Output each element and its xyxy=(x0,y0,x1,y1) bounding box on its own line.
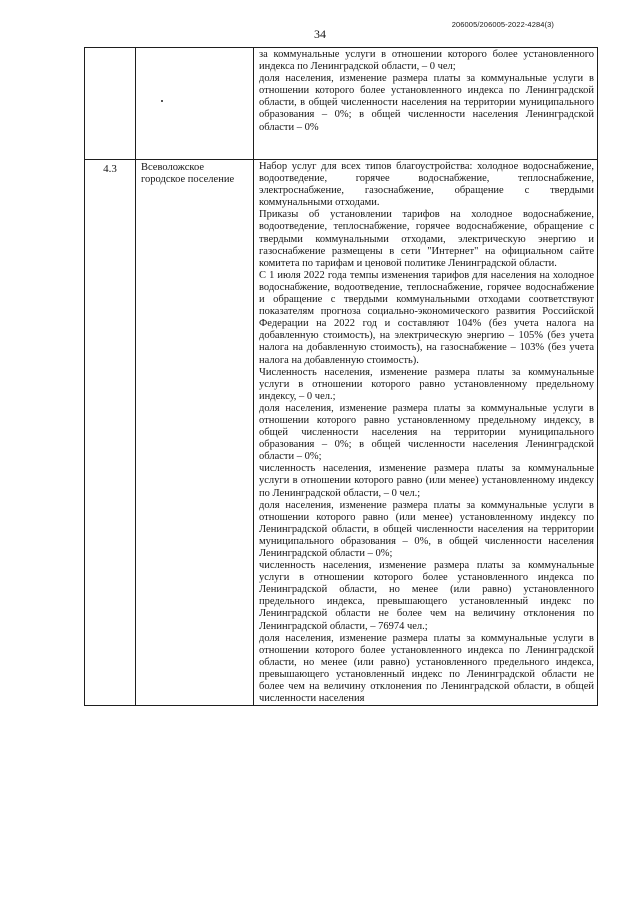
table-row-4-3 xyxy=(85,160,598,706)
row-number-cell xyxy=(85,48,136,160)
paragraph-share-2: доля населения, изменение размера платы за коммунальные услуги в отношении которого равно (или менее) установленному индексу по Ленинградской области, в общей численности населения на территории муниципального образования – 0%, в общей численности населения Ленинградской области – 0%; xyxy=(259,499,594,559)
settlement-name-cell xyxy=(136,48,254,160)
paragraph-services: Набор услуг для всех типов благоустройства: холодное водоснабжение, водоотведение, горячее водоснабжение, теплоснабжение, электроснабжение, газоснабжение, обращение с твердыми коммунальными отходами. xyxy=(259,161,594,209)
document-code: 206005/206005-2022-4284(3) xyxy=(451,20,554,29)
paragraph-population-3: численность населения, изменение размера платы за коммунальные услуги в отношении которого более установленного индекса по Ленинградской области, но менее (или равно) установленного предельного индекса, превышающего установленный индекс по Ленинградской области не более чем на величину отклонения по Ленинградской области, – 76974 чел.; xyxy=(259,560,594,632)
settlement-name-cell: Всеволожское городское поселение xyxy=(136,160,254,706)
description-cell xyxy=(254,48,598,160)
page-number: 34 xyxy=(314,27,326,41)
paragraph-orders: Приказы об установлении тарифов на холодное водоснабжение, водоотведение, теплоснабжение, горячее водоснабжение, обращение с твердыми коммунальными отходами, электрическую энергию и газоснабжение размещены в сети "Интернет" на официальном сайте комитета по тарифам и ценовой политике Ленинградской области. xyxy=(259,209,594,269)
row-number-cell: 4.3 xyxy=(85,160,136,706)
tariff-table xyxy=(84,47,598,706)
paragraph-tariff-growth: С 1 июля 2022 года темпы изменения тарифов для населения на холодное водоснабжение, водоотведение, теплоснабжение, горячее водоснабжение и обращение с твердыми коммунальными отходами соответствуют показателям прогноза социально-экономического развития Российской Федерации на 2022 год и составляют 104% (без учета налога на добавленную стоимость), на электрическую энергию – 105% (без учета налога на добавленную стоимость), на газоснабжение – 103% (без учета налога на добавленную стоимость). xyxy=(259,269,594,366)
paragraph-population-1: Численность населения, изменение размера платы за коммунальные услуги в отношении которого равно установленному предельному индексу, – 0 чел.; xyxy=(259,366,594,402)
paragraph: доля населения, изменение размера платы за коммунальные услуги в отношении которого более установленного индекса по Ленинградской области, в общей численности населения на территории муниципального образования – 0%; в общей численности населения Ленинградской области – 0% xyxy=(259,73,594,133)
table-row-continued xyxy=(85,48,598,160)
scan-dot xyxy=(161,100,163,102)
paragraph-population-2: численность населения, изменение размера платы за коммунальные услуги в отношении которого равно (или менее) установленному индексу по Ленинградской области, – 0 чел.; xyxy=(259,463,594,499)
paragraph-share-1: доля населения, изменение размера платы за коммунальные услуги в отношении которого равно установленному предельному индексу, в общей численности населения на территории муниципального образования – 0%; в общей численности населения Ленинградской области – 0%; xyxy=(259,402,594,463)
description-cell xyxy=(254,160,598,706)
paragraph-share-3: доля населения, изменение размера платы за коммунальные услуги в отношении которого более установленного индекса по Ленинградской области, но менее (или равно) установленного предельного индекса, превышающего установленный индекс по Ленинградской области не более чем на величину отклонения по Ленинградской области, в общей численности населения xyxy=(259,632,594,705)
paragraph: за коммунальные услуги в отношении которого более установленного индекса по Ленинградской области, – 0 чел; xyxy=(259,49,594,73)
